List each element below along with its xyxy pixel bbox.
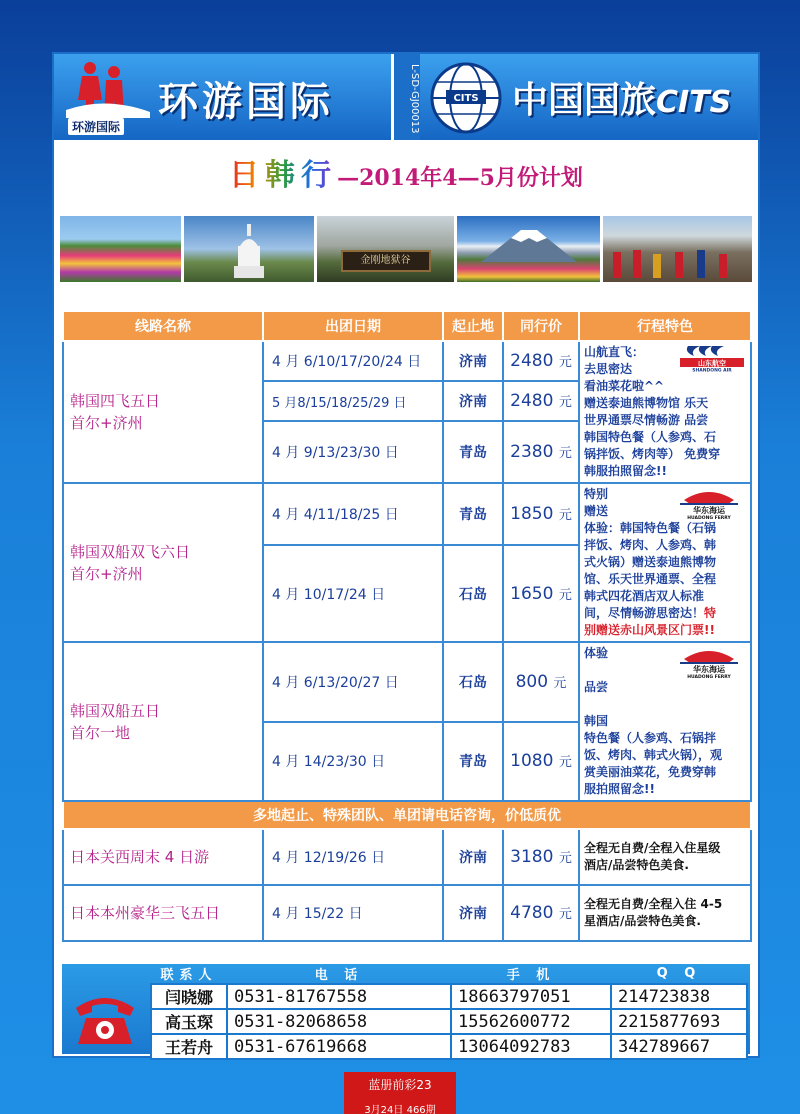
departure-city: 济南 xyxy=(443,829,503,885)
contact-header: 手 机 xyxy=(506,968,556,983)
feature-line: 赠送泰迪熊博物馆 乐天 xyxy=(584,396,709,410)
header xyxy=(54,54,758,140)
flyer-page xyxy=(52,52,760,1058)
route-table xyxy=(62,310,752,942)
price: 1850 元 xyxy=(503,483,579,545)
huadong-ferry-logo-icon xyxy=(676,645,742,679)
brand-block xyxy=(54,54,394,140)
features xyxy=(579,483,751,642)
feature-line: 拌饭、烤肉、人参鸡、韩 xyxy=(584,538,717,552)
header-date: 出团日期 xyxy=(263,311,443,341)
departure-date: 4 月 14/23/30 日 xyxy=(263,722,443,802)
flower-field-photo xyxy=(60,216,181,282)
feature-line: 韩国 xyxy=(584,714,609,728)
feature-line: 锅拌饭、烤肉等） 免费穿 xyxy=(584,447,721,461)
price: 2480 元 xyxy=(503,341,579,381)
feature-line: 山航直飞： xyxy=(584,345,645,359)
contact-header-row xyxy=(151,964,747,984)
table-row xyxy=(63,829,751,885)
feature-line: 品尝 xyxy=(584,680,609,694)
plan-title-main: 日韩行 xyxy=(229,158,338,193)
footer-issue-label: 3月24日 466期 xyxy=(364,1105,436,1114)
feature-line: 饭、烤肉、韩式火锅），观 xyxy=(584,748,723,762)
contact-mobile: 13064092783 xyxy=(451,1034,611,1059)
table-header-row xyxy=(63,311,751,341)
table-row xyxy=(63,483,751,545)
departure-city: 青岛 xyxy=(443,421,503,483)
feature-line: 馆、乐天世界通票、全程 xyxy=(584,572,717,586)
table-row xyxy=(63,341,751,381)
contact-row xyxy=(151,1034,747,1059)
header-price: 同行价 xyxy=(503,311,579,341)
shandong-air-logo-icon xyxy=(680,344,744,372)
feature-line: 酒店/品尝特色美食. xyxy=(584,858,689,872)
header-city: 起止地 xyxy=(443,311,503,341)
contact-name: 高玉琛 xyxy=(151,1009,227,1034)
feature-line: 韩服拍照留念!! xyxy=(584,464,667,478)
svg-text:CITS: CITS xyxy=(453,93,479,104)
feature-highlight: 别赠送赤山风景区门票!! xyxy=(584,623,715,637)
ferry-logo-en: HUADONG FERRY xyxy=(687,516,731,520)
feature-line: 式火锅）赠送泰迪熊博物 xyxy=(584,555,717,569)
route-line: 首尔一地 xyxy=(70,723,131,742)
feature-line: 服拍照留念!! xyxy=(584,782,655,796)
departure-city: 济南 xyxy=(443,341,503,381)
table-row xyxy=(63,885,751,941)
features xyxy=(579,642,751,801)
stupa-photo xyxy=(184,216,313,282)
contact-tel: 0531-82068658 xyxy=(227,1009,451,1034)
contact-row xyxy=(151,984,747,1009)
contact-mobile: 15562600772 xyxy=(451,1009,611,1034)
contact-panel xyxy=(62,964,750,1057)
route-name xyxy=(63,483,263,642)
departure-city: 青岛 xyxy=(443,483,503,545)
telephone-icon xyxy=(72,992,138,1048)
feature-line: 去思密达 xyxy=(584,362,633,376)
route-line: 韩国双船五日 xyxy=(70,701,161,720)
feature-line: 体验 xyxy=(584,646,609,660)
feature-line: 世界通票尽情畅游 品尝 xyxy=(584,413,709,427)
notice-text: 多地起止、特殊团队、单团请电话咨询，价低质优 xyxy=(63,801,751,829)
price: 4780 元 xyxy=(503,885,579,941)
contact-header: 电 话 xyxy=(314,968,364,983)
feature-line: 韩国特色餐（人参鸡、石 xyxy=(584,430,717,444)
feature-line: 特别 xyxy=(584,487,609,501)
cits-block xyxy=(420,54,758,140)
feature-line: 赠送 xyxy=(584,504,609,518)
mount-fuji-photo xyxy=(457,216,600,282)
departure-date: 5 月8/15/18/25/29 日 xyxy=(263,381,443,421)
route-line: 韩国双船双飞六日 xyxy=(70,542,191,561)
notice-row xyxy=(63,801,751,829)
feature-line: 全程无自费/全程入住 4-5 xyxy=(584,897,723,911)
family-logo-icon xyxy=(66,60,150,118)
feature-line: 间，尽情畅游思密达！ xyxy=(584,606,705,620)
contact-table xyxy=(150,964,748,1060)
ferry-logo-text: 华东海运 xyxy=(693,506,725,515)
price: 1080 元 xyxy=(503,722,579,802)
page-footer xyxy=(344,1072,456,1114)
price: 2480 元 xyxy=(503,381,579,421)
departure-city: 济南 xyxy=(443,885,503,941)
departure-date: 4 月 10/17/24 日 xyxy=(263,545,443,642)
ferry-logo-en: HUADONG FERRY xyxy=(687,675,731,679)
departure-date: 4 月 6/13/20/27 日 xyxy=(263,642,443,722)
feature-highlight: 特 xyxy=(704,606,717,620)
cits-cn-label: 中国国旅 xyxy=(512,80,657,121)
feature-line: 韩式四花酒店双人标准 xyxy=(584,589,705,603)
route-line: 首尔+济州 xyxy=(70,564,143,583)
contact-header: 联系人 xyxy=(160,968,218,983)
license-number: L-SD-GJ00013 xyxy=(394,54,420,140)
departure-city: 石岛 xyxy=(443,642,503,722)
route-name xyxy=(63,341,263,483)
photo-strip xyxy=(60,216,752,282)
feature-line: 特色餐（人参鸡、石锅拌 xyxy=(584,731,717,745)
huadong-ferry-logo-icon xyxy=(676,486,742,520)
price: 3180 元 xyxy=(503,829,579,885)
contact-qq: 342789667 xyxy=(611,1034,747,1059)
departure-city: 济南 xyxy=(443,381,503,421)
air-logo-text: 山东航空 xyxy=(698,359,726,368)
price: 1650 元 xyxy=(503,545,579,642)
contact-tel: 0531-81767558 xyxy=(227,984,451,1009)
features xyxy=(579,829,751,885)
header-features: 行程特色 xyxy=(579,311,751,341)
price: 800 元 xyxy=(503,642,579,722)
departure-date: 4 月 6/10/17/20/24 日 xyxy=(263,341,443,381)
palace-guard-photo xyxy=(603,216,752,282)
route-name xyxy=(63,642,263,801)
brand-title: 环游国际 xyxy=(158,79,334,125)
stupa-icon xyxy=(234,224,264,278)
price: 2380 元 xyxy=(503,421,579,483)
ferry-logo-text: 华东海运 xyxy=(693,665,725,674)
air-logo-en: SHANDONG AIR xyxy=(692,368,732,372)
route-line: 韩国四飞五日 xyxy=(70,392,161,410)
contact-header: Q Q xyxy=(656,966,702,981)
feature-line: 赏美丽油菜花，免费穿韩 xyxy=(584,765,717,779)
contact-qq: 2215877693 xyxy=(611,1009,747,1034)
feature-line: 看油菜花啦^^ xyxy=(584,379,665,393)
cits-en-label: CITS xyxy=(656,85,732,120)
departure-city: 石岛 xyxy=(443,545,503,642)
feature-line: 全程无自费/全程入住星级 xyxy=(584,841,721,855)
valley-sign: 金刚地狱谷 xyxy=(341,250,431,272)
table-row xyxy=(63,642,751,722)
header-route: 线路名称 xyxy=(63,311,263,341)
cits-title xyxy=(512,72,731,123)
plan-title xyxy=(54,150,758,194)
route-name: 日本关西周末 4 日游 xyxy=(63,829,263,885)
hell-valley-photo xyxy=(317,216,454,282)
contact-name: 王若舟 xyxy=(151,1034,227,1059)
plan-title-sub: —2014年4—5月份计划 xyxy=(337,165,583,191)
departure-date: 4 月 4/11/18/25 日 xyxy=(263,483,443,545)
contact-mobile: 18663797051 xyxy=(451,984,611,1009)
feature-line: 星酒店/品尝特色美食. xyxy=(584,914,701,928)
contact-tel: 0531-67619668 xyxy=(227,1034,451,1059)
route-line: 首尔+济州 xyxy=(70,414,143,432)
feature-line: 体验：韩国特色餐（石锅 xyxy=(584,521,717,535)
departure-date: 4 月 15/22 日 xyxy=(263,885,443,941)
route-name: 日本本州豪华三飞五日 xyxy=(63,885,263,941)
contact-name: 闫晓娜 xyxy=(151,984,227,1009)
contact-row xyxy=(151,1009,747,1034)
footer-page-label: 蓝册前彩23 xyxy=(368,1078,432,1092)
departure-date: 4 月 9/13/23/30 日 xyxy=(263,421,443,483)
brand-small-label: 环游国际 xyxy=(68,118,124,135)
guards-icon xyxy=(603,242,752,278)
contact-qq: 214723838 xyxy=(611,984,747,1009)
features xyxy=(579,885,751,941)
departure-date: 4 月 12/19/26 日 xyxy=(263,829,443,885)
departure-city: 青岛 xyxy=(443,722,503,802)
cits-globe-icon xyxy=(428,60,504,136)
mountain-icon xyxy=(481,226,577,262)
features xyxy=(579,341,751,483)
